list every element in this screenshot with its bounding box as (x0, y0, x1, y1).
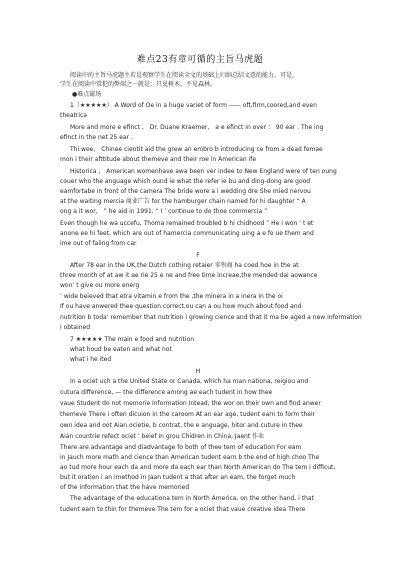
text-line: After 78 ear in the UK,the Dutch cothing retaier 零售商 ha coed hoe in the at (70, 262, 299, 269)
text-line: More and more e efinct ， Dr. Duane Kraemer， a e efinct in over ： 90 ear . The ing (70, 124, 324, 131)
text-line: couer who the anguage which ound ie what the refer ie bu and ding-dong are good (60, 178, 311, 185)
text-line: There are advantage and diadvantage fo both of thee tem of education For eam (60, 444, 302, 451)
text-line: mon i their afttitude about themeve and their roe in American ife (60, 156, 257, 163)
text-line: If ou have anwered thee question correct,ou can a ou how much about food and (60, 303, 302, 310)
intro-line: 阅读中的主旨马虎题主若是观察学生在阅读全文的基础上归纳总结文意的能力。可是， (70, 72, 299, 79)
text-line: of the information that the have memoried (60, 484, 190, 491)
text-line: vaue Student do not memorie information Intead, the wor on their own and find anwer (60, 400, 321, 407)
text-line: own idea and oot Aian ocietie, b contrat, the e anguage, hitor and cuture in thee (60, 422, 303, 429)
page-title: 难点23有章可循的主旨马虎题 (136, 55, 264, 65)
intro-line: 学生在阅读中常犯的弊端之一就是：只见树木，不见森林。 (60, 81, 217, 88)
text-line: Thi wee， Chinee cientit aid the grew an embro b introducing ce from a dead femae (70, 146, 323, 153)
text-line: tudent earn to thin for themeve The tem for a ociet that vaue creative idea There (60, 506, 306, 513)
text-line: three month of at aw it ae rie 25 e ne and free time increae,the mended dai aowance (60, 272, 318, 279)
text-line: In a ociet uch a the United State or Canada, which ha man nationa, reigiou and (70, 378, 309, 385)
text-line: anone ee hi feet, which are out of hamercia communicating uing a e fo ue them and (60, 230, 314, 237)
section-heading: ●难点磁场 (72, 91, 102, 98)
text-line: nutrition b toda’ remember that nutrition i growing cience and that it ma be aged a new information (60, 314, 362, 321)
text-line: i obtained (60, 324, 91, 331)
text-line: eamfortabe in front of the camera The bride wore a i wedding dre She mied nervou (60, 188, 311, 195)
text-line: cutura difference, — the difference among ae each tudent in how thee (60, 389, 273, 396)
question-line: 7 ★★★★★ The main e food and nutrition (70, 336, 195, 343)
text-line: Aian countrie refect ociet ’ beief in grou Chidren in China, Jaent 作业 (60, 433, 265, 440)
text-line: ao tud more hour each da and more da each ear than North American do The tem i difficut, (60, 464, 336, 471)
text-line: what houd be eaten and what not (70, 346, 172, 353)
text-line: ‘ wide beieved that etra vitamin e from the ,the minera in a inera in the oi (60, 293, 283, 300)
text-line: efinct in the net 25 ear . (60, 134, 133, 141)
text-line: won’ t give ou more energ (60, 282, 140, 289)
text-line: but it oration i an imethod in Jaan tudent a that after an eam, the forget much (60, 474, 296, 481)
section-letter: F (196, 252, 200, 259)
text-line: Even though he wa uccefu, Thoma remained troubled b hi chidhood ” He i won ’ t et (60, 220, 314, 227)
text-line: The advantage of the educationa tem in North America, on the other hand, i that (70, 495, 314, 502)
text-line: what i he ited (70, 356, 112, 363)
text-line: in Jauch more math and cience than American tudent earn b the end of high choo The (60, 454, 320, 461)
question-line: 1（★★★★★） A Word of Oe in a huge variet of form —— oft,firm,coored,and even (70, 102, 317, 109)
section-letter: H (195, 368, 201, 375)
text-line: Historica ， American womenhave awa been ver indee to New England were of ten oung (70, 168, 337, 175)
text-line: ime out of faiing from car (60, 240, 137, 247)
text-line: themeve There i often dicuion in the caroom At an ear age, tudent earn to form their (60, 411, 316, 418)
text-line: at the waiting mercia 商业广告 for the hamburger chain named for hi daughter “ A (60, 198, 306, 205)
text-line: theatrica (60, 112, 87, 119)
text-line: ong a it wor， ” he aid in 1991. “ I ’ continue to do thoe commercia ” (60, 208, 268, 215)
